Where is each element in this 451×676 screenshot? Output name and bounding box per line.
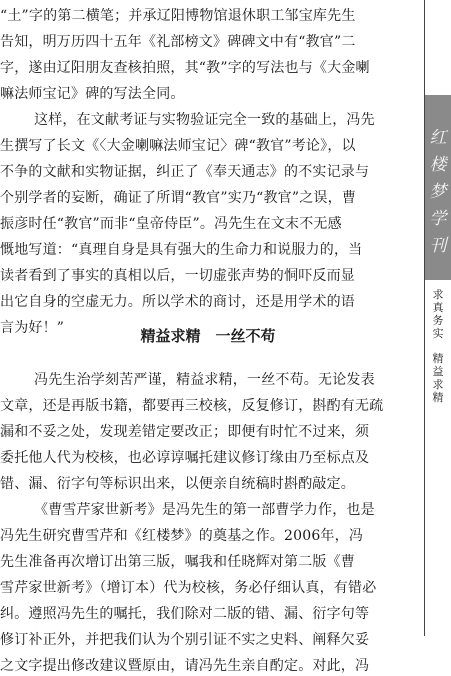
body-line: 纠。遵照冯先生的嘱托，我们除对二版的错、漏、衍字句等 xyxy=(0,606,370,622)
body-line: 漏和不妥之处，发现差错定要改正；即便有时忙不过来，须 xyxy=(0,424,370,440)
journal-tab xyxy=(425,95,451,280)
body-line: 先生准备再次增订出第三版，嘱我和任晓辉对第二版《曹 xyxy=(0,554,355,570)
body-line: 委托他人代为校核，也必谆谆嘱托建议修订缘由乃至标点及 xyxy=(0,450,370,466)
body-line: 错、漏、衍字句等标识出来，以便亲自统稿时斟酌敲定。 xyxy=(0,476,355,492)
body-line: 之文字提出修改建议暨原由，请冯先生亲自酌定。对此，冯 xyxy=(0,658,370,674)
body-line: 雪芹家世新考》（增订本）代为校核，务必仔细认真，有错必 xyxy=(0,580,377,596)
body-line: 告知，明万历四十五年《礼部榜文》碑碑文中有“教官”二 xyxy=(0,34,356,50)
journal-tab-title: 红楼梦学刊 xyxy=(429,128,447,256)
body-line: 冯先生治学刻苦严谨，精益求精，一丝不苟。无论发表 xyxy=(34,372,375,388)
body-line: 慨地写道：“真理自身是具有强大的生命力和说服力的，当 xyxy=(0,242,363,258)
body-line: “土”字的第二横笔；并承辽阳博物馆退休职工邹宝库先生 xyxy=(0,8,356,24)
body-line: 这样，在文献考证与实物验证完全一致的基础上，冯先 xyxy=(34,112,375,128)
side-label-1: 求真务实 xyxy=(432,288,444,340)
body-line: 生撰写了长文《〈大金喇嘛法师宝记〉碑“教官”考论》，以 xyxy=(0,138,356,154)
body-line: 振彦时任“教官”而非“皇帝侍臣”。冯先生在文末不无感 xyxy=(0,216,342,232)
side-label-2: 精益求精 xyxy=(432,352,444,404)
body-line: 读者看到了事实的真相以后，一切虚张声势的恫吓反而显 xyxy=(0,268,355,284)
body-line: 文章，还是再版书籍，都要再三校核，反复修订，斟酌有无疏 xyxy=(0,398,384,414)
body-line: 冯先生研究曹雪芹和《红楼梦》的奠基之作。2006年，冯 xyxy=(0,528,364,544)
body-line: 修订补正外，并把我们认为个别引证不实之史料、阐释欠妥 xyxy=(0,632,370,648)
body-line: 出它自身的空虚无力。所以学术的商讨，还是用学术的语 xyxy=(0,294,355,310)
body-line: 嘛法师宝记》碑的写法全同。 xyxy=(0,86,185,102)
body-line: 个别学者的妄断，确证了所谓“教官”实乃“教官”之误，曹 xyxy=(0,190,357,206)
body-line: 《曹雪芹家世新考》是冯先生的第一部曹学力作，也是 xyxy=(34,502,375,518)
body-line: 言为好！” xyxy=(0,320,65,336)
section-heading: 精益求精 一丝不苟 xyxy=(140,327,276,345)
body-line: 不争的文献和实物证据，纠正了《奉天通志》的不实记录与 xyxy=(0,164,370,180)
body-line: 字，遂由辽阳朋友查核拍照，其“教”字的写法也与《大金喇 xyxy=(0,60,370,76)
